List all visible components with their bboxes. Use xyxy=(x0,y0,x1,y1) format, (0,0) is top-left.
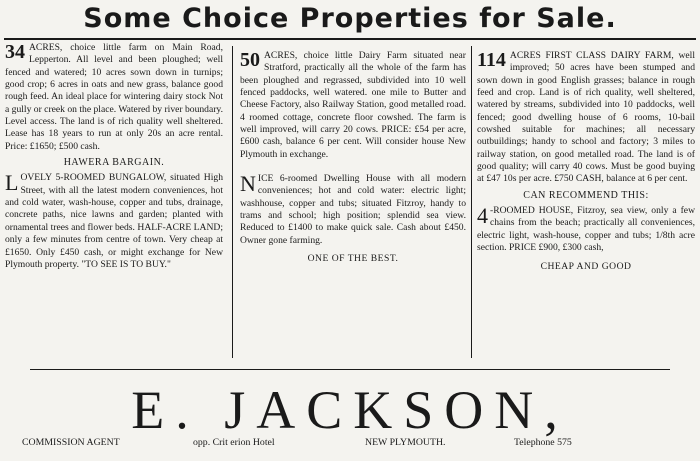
listing-text: ACRES, choice little farm on Main Road, Lepperton. All level and been ploughed; well fenced and watered; 10 acres sown down in turnips; good crop; 6 acres in oats and new grass, balance good rough feed. An ideal place for wintering dairy stock Not a gully or creek on the place. Watered by river boundary. Level access. The land is of rich quality well sheltered. Lease has 18 years to run at only 20s an acre rental. Price: £1650; £500 cash. xyxy=(5,42,223,152)
listing-114-acres xyxy=(477,50,695,186)
column-divider xyxy=(232,46,233,358)
drop-cap: 4 xyxy=(477,203,488,229)
footer-town: NEW PLYMOUTH. xyxy=(365,437,446,448)
listing-number: 50 xyxy=(240,49,260,71)
listing-text: OVELY 5-ROOMED BUNGALOW, situated High Street, with all the latest modern conveniences, hot and cold water, wash-house, copper and tubs, drainage, concrete paths, nice lawns and garden; planted with ornamental trees and flower beds. HALF-ACRE LAND; only a few minutes from centre of town. Very cheap at £1650. Only £450 cash, or might exchange for New Plymouth property. "TO SEE IS TO BUY." xyxy=(5,172,223,270)
listing-hawera-bungalow xyxy=(5,172,223,271)
tagline: CHEAP AND GOOD xyxy=(540,260,632,272)
top-rule xyxy=(4,38,696,40)
listing-4-roomed-house xyxy=(477,205,695,254)
drop-cap: L xyxy=(5,170,19,196)
footer-phone: Telephone 575 xyxy=(514,437,572,448)
column-divider xyxy=(471,46,472,358)
column-3 xyxy=(477,42,695,365)
headline: Some Choice Properties for Sale. xyxy=(83,3,617,34)
footer-role: COMMISSION AGENT xyxy=(22,437,120,448)
listing-34-acres xyxy=(5,42,223,153)
listing-text: ACRES, choice little Dairy Farm situated near Stratford, practically all the whole of the farm has been ploughed and regrassed, subdivided into 10 well fenced paddocks, well watered. one mile to Butter and Cheese Factory, also Railway Station, good metalled road. 4 roomed cottage, concrete floor cowshed. The farm is well improved, will carry 20 cows. PRICE: £54 per acre, £600 cash, balance 6 per cent. Will consider house New Plymouth in exchange. xyxy=(240,50,466,160)
section-subhead: CAN RECOMMEND THIS: xyxy=(523,189,649,201)
listing-50-acres xyxy=(240,50,466,161)
divider-rule xyxy=(30,369,670,370)
listing-number: 34 xyxy=(5,42,25,63)
listing-text: ACRES FIRST CLASS DAIRY FARM, well improved; 50 acres have been stumped and sown down in good English grasses; balance in rough feed and crop. Land is of rich quality, well sheltered, watered by streams, subdivided into 10 paddocks, well fenced; good dwelling house of 6 rooms, 10-bail cowshed suitable for machines; all necessary outbuildings; handy to school and factory; 3 miles to railway station, on good metalled road. The land is of good quality; will carry 40 cows. Must be good buying at £47 10s per acre. £750 CASH, balance at 6 per cent. xyxy=(477,50,695,185)
firm-name: E. JACKSON, xyxy=(131,380,569,440)
column-1 xyxy=(5,42,223,365)
footer-location: opp. Crit erion Hotel xyxy=(193,437,275,448)
listing-text: -ROOMED HOUSE, Fitzroy, sea view, only a few chains from the beach; practically all conveniences, electric light, wash-house, copper and tubs; 1/8th acre section. PRICE £900, £300 cash, xyxy=(477,205,695,254)
tagline: ONE OF THE BEST. xyxy=(307,253,399,265)
column-2 xyxy=(240,42,466,365)
listing-number: 114 xyxy=(477,49,506,71)
drop-cap: N xyxy=(240,171,256,197)
listing-fitzroy-dwelling xyxy=(240,173,466,247)
listing-text: ICE 6-roomed Dwelling House with all modern conveniences; hot and cold water: electric light; washhouse, copper and tubs; situated Fitzroy, handy to trams and school; high position; splendid sea view. Reduced to £1400 to make quick sale. Cash about £450. Owner gone farming. xyxy=(240,173,466,246)
section-subhead: HAWERA BARGAIN. xyxy=(63,157,165,169)
